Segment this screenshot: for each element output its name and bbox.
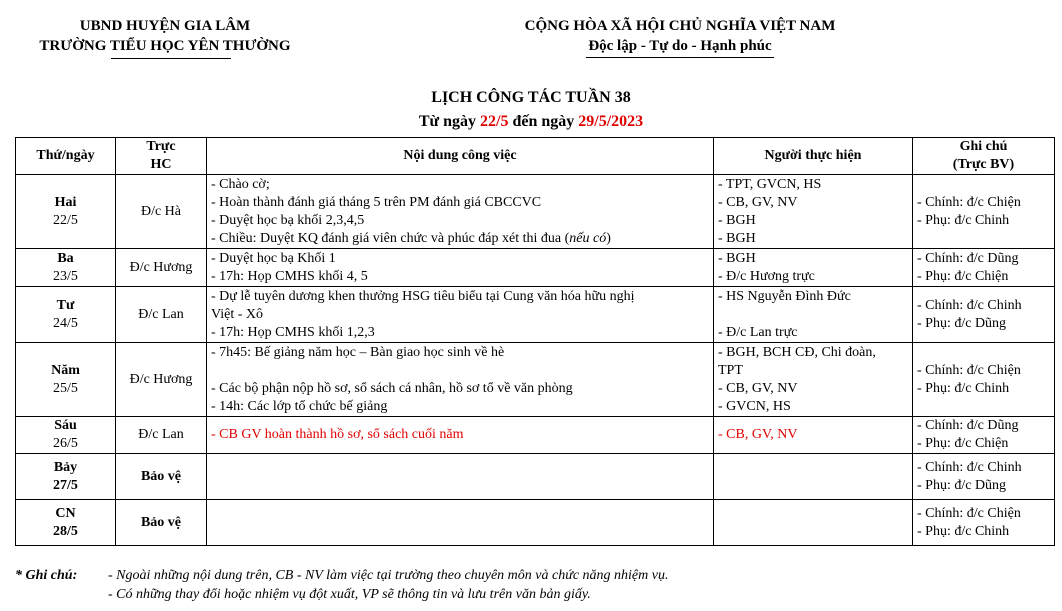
content-cell-line: - Duyệt học bạ Khối 1 (211, 250, 336, 266)
duty-cell: Đ/c Lan (116, 417, 207, 454)
note-cell-line: - Phụ: đ/c Chinh (917, 523, 1010, 539)
table-row (16, 249, 1055, 287)
day-date: 23/5 (53, 268, 78, 284)
day-name: Năm (51, 362, 80, 378)
note-cell (913, 175, 1055, 249)
note-cell-line: - Chính: đ/c Chiện (917, 505, 1021, 521)
content-cell (207, 343, 714, 417)
content-cell-line: - Dự lễ tuyên dương khen thưởng HSG tiêu biểu tại Cung văn hóa hữu nghị (211, 288, 635, 304)
person-cell-line: - TPT, GVCN, HS (718, 176, 822, 192)
person-cell-line: TPT (718, 362, 743, 378)
day-name: Hai (54, 194, 77, 210)
person-cell (714, 500, 913, 546)
day-cell (16, 175, 116, 249)
duty-cell: Đ/c Lan (116, 287, 207, 343)
motto: Độc lập - Tự do - Hạnh phúc (586, 36, 773, 58)
date-range-middle: đến ngày (508, 113, 579, 130)
content-cell-line: - Duyệt học bạ khối 2,3,4,5 (211, 212, 365, 228)
note-cell-line: - Chính: đ/c Chiện (917, 194, 1021, 210)
table-row (16, 287, 1055, 343)
date-from: 22/5 (480, 113, 509, 130)
person-cell-line: - BGH (718, 230, 756, 246)
person-cell (714, 175, 913, 249)
note-cell-line: - Chính: đ/c Chinh (917, 459, 1022, 475)
content-cell (207, 454, 714, 500)
table-row (16, 417, 1055, 454)
school-name: TRƯỜNG TIỂU HỌC YÊN THƯỜNG (39, 38, 291, 54)
header-content: Nội dung công việc (207, 138, 714, 175)
header-person: Người thực hiện (714, 138, 913, 175)
day-name: Tư (56, 297, 75, 313)
day-name: Bảy (53, 459, 78, 475)
person-cell-line: - CB, GV, NV (718, 380, 798, 396)
content-cell-line: - Các bộ phận nộp hồ sơ, sổ sách cá nhân, hồ sơ tổ về văn phòng (211, 380, 573, 396)
note-cell-line: - Phụ: đ/c Chiện (917, 268, 1009, 284)
day-cell (16, 249, 116, 287)
duty-cell: Bảo vệ (116, 500, 207, 546)
note-cell-line: - Phụ: đ/c Dũng (917, 315, 1007, 331)
header-duty: Trực HC (116, 138, 207, 175)
footnote-line-1: - Ngoài những nội dung trên, CB - NV làm việc tại trường theo chuyên môn và chức năng nhiệm vụ. (108, 568, 669, 583)
table-header-row (16, 138, 1055, 175)
person-cell-line: - Đ/c Hương trực (718, 268, 815, 284)
country-name: CỘNG HÒA XÃ HỘI CHỦ NGHĨA VIỆT NAM (524, 18, 836, 34)
day-date: 25/5 (53, 380, 78, 396)
content-cell-line: - 14h: Các lớp tổ chức bế giảng (211, 398, 388, 414)
header-left (20, 16, 310, 56)
content-cell-line (211, 362, 709, 380)
content-cell-line: - 17h: Họp CMHS khối 1,2,3 (211, 324, 375, 340)
content-cell-line: - Chiều: Duyệt KQ đánh giá viên chức và phúc đáp xét thi đua (nếu có) (211, 230, 611, 246)
day-name: Sáu (54, 418, 77, 433)
day-date: 27/5 (53, 477, 78, 493)
note-cell-line: - Phụ: đ/c Dũng (917, 477, 1007, 493)
note-cell (913, 500, 1055, 546)
note-cell (913, 343, 1055, 417)
date-to: 29/5/2023 (578, 113, 644, 130)
note-cell-line: - Chính: đ/c Dũng (917, 418, 1019, 433)
day-cell (16, 454, 116, 500)
person-cell-line: - GVCN, HS (718, 398, 791, 414)
note-cell-line: - Chính: đ/c Chiện (917, 362, 1021, 378)
person-cell (714, 343, 913, 417)
person-cell-line (718, 306, 908, 324)
content-cell (207, 175, 714, 249)
content-cell-line: - Hoàn thành đánh giá tháng 5 trên PM đánh giá CBCCVC (211, 194, 542, 210)
date-range-prefix: Từ ngày (418, 113, 481, 130)
note-cell (913, 454, 1055, 500)
day-name: CN (55, 505, 76, 521)
footnote-line-2: - Có những thay đổi hoặc nhiệm vụ đột xuất, VP sẽ thông tin và lưu trên văn bản giấy. (108, 587, 591, 602)
person-cell-line: - HS Nguyễn Đình Đức (718, 288, 851, 304)
person-cell-line: - BGH (718, 250, 756, 266)
duty-cell: Đ/c Hà (116, 175, 207, 249)
content-cell-line: - 17h: Họp CMHS khối 4, 5 (211, 268, 368, 284)
header-day: Thứ/ngày (16, 138, 116, 175)
table-row (16, 500, 1055, 546)
content-cell-line: - CB GV hoàn thành hồ sơ, sổ sách cuối năm (211, 427, 464, 442)
header-right (450, 16, 910, 58)
person-cell-line: - CB, GV, NV (718, 427, 798, 442)
duty-cell: Đ/c Hương (116, 249, 207, 287)
content-cell-line: Việt - Xô (211, 306, 264, 322)
person-cell-line: - Đ/c Lan trực (718, 324, 798, 340)
table-row (16, 454, 1055, 500)
person-cell (714, 287, 913, 343)
person-cell (714, 249, 913, 287)
person-cell-line: - BGH, BCH CĐ, Chi đoàn, (718, 344, 876, 360)
table-row (16, 343, 1055, 417)
person-cell (714, 454, 913, 500)
day-cell (16, 417, 116, 454)
district-name: UBND HUYỆN GIA LÂM (79, 18, 251, 34)
day-cell (16, 500, 116, 546)
header-note: Ghi chú (Trực BV) (913, 138, 1055, 175)
table-row (16, 175, 1055, 249)
note-cell-line: - Chính: đ/c Dũng (917, 250, 1019, 266)
day-cell (16, 287, 116, 343)
day-cell (16, 343, 116, 417)
content-cell (207, 287, 714, 343)
footnote-label: * Ghi chú: (15, 568, 78, 583)
content-cell-line: - 7h45: Bế giảng năm học – Bàn giao học sinh về hè (211, 344, 505, 360)
note-cell (913, 287, 1055, 343)
note-cell (913, 417, 1055, 454)
content-cell (207, 249, 714, 287)
note-cell-line: - Phụ: đ/c Chiện (917, 436, 1009, 451)
day-date: 22/5 (53, 212, 78, 228)
content-cell-line: - Chào cờ; (211, 176, 270, 192)
day-name: Ba (57, 250, 74, 266)
person-cell (714, 417, 913, 454)
note-cell-line: - Phụ: đ/c Chinh (917, 380, 1010, 396)
day-date: 28/5 (53, 523, 78, 539)
content-cell (207, 417, 714, 454)
person-cell-line: - CB, GV, NV (718, 194, 798, 210)
note-cell-line: - Phụ: đ/c Chinh (917, 212, 1010, 228)
person-cell-line: - BGH (718, 212, 756, 228)
schedule-table (15, 137, 1055, 546)
content-cell (207, 500, 714, 546)
duty-cell: Đ/c Hương (116, 343, 207, 417)
date-range (0, 112, 1062, 132)
document-title: LỊCH CÔNG TÁC TUẦN 38 (431, 89, 631, 106)
note-cell (913, 249, 1055, 287)
duty-cell: Bảo vệ (116, 454, 207, 500)
note-cell-line: - Chính: đ/c Chinh (917, 297, 1022, 313)
day-date: 24/5 (53, 315, 78, 331)
day-date: 26/5 (53, 436, 78, 451)
